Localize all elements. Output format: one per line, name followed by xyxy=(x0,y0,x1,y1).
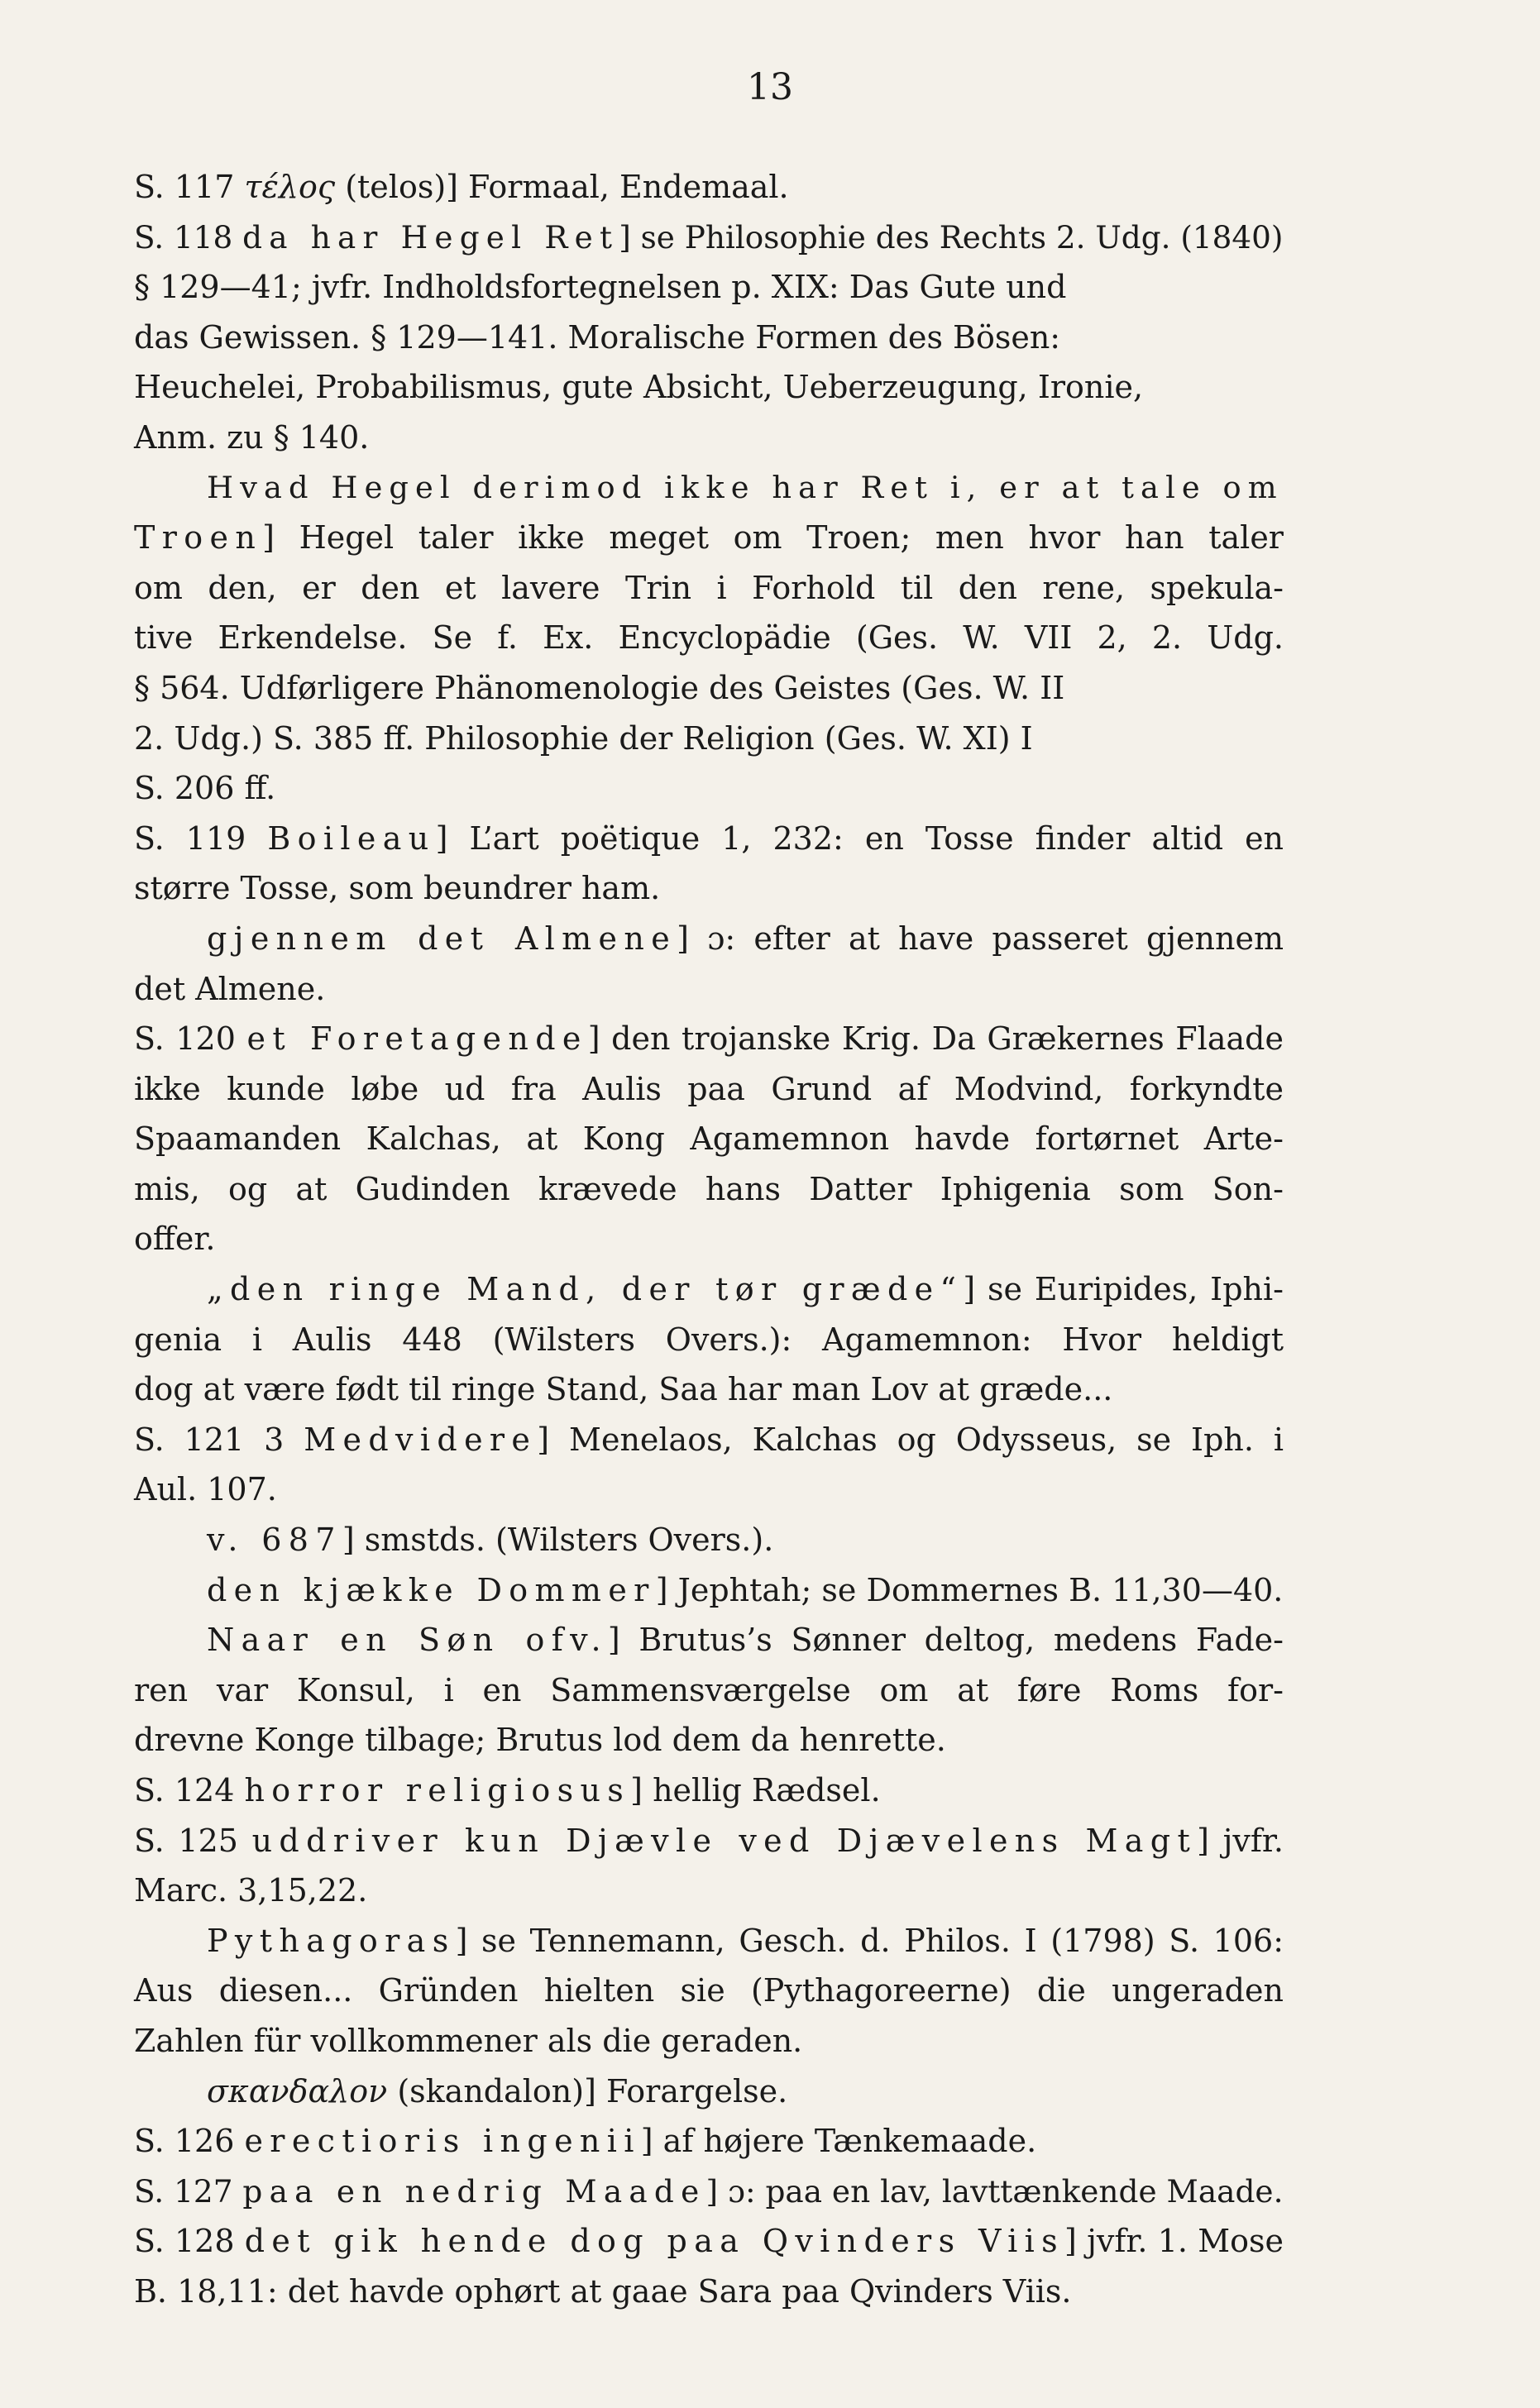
text-line xyxy=(134,1515,1284,1565)
greek-word: σκανδαλον xyxy=(207,2072,388,2109)
text-line xyxy=(134,362,1284,413)
greek-word: τέλος xyxy=(244,169,336,205)
text-line xyxy=(134,2216,1284,2267)
spaced-lemma: horror religiosus xyxy=(244,1772,631,1808)
spaced-lemma: v. 687 xyxy=(207,1522,342,1559)
text-segment: ikke kunde løbe ud fra Aulis paa Grund af Modvind, forkyndte xyxy=(134,1070,1284,1107)
text-line xyxy=(134,1315,1284,1365)
text-segment: 2. Udg.) S. 385 ff. Philosophie der Religion (Ges. W. XI) I xyxy=(134,719,1033,757)
text-line xyxy=(134,563,1284,614)
text-line xyxy=(134,1364,1284,1415)
spaced-lemma: Pythagoras xyxy=(207,1922,456,1959)
text-segment: Aul. 107. xyxy=(134,1471,277,1508)
text-line xyxy=(134,413,1284,463)
text-segment: ] ɔ: paa en lav, lavttænkende Maade. xyxy=(705,2172,1284,2210)
text-line xyxy=(134,1064,1284,1115)
text-segment: drevne Konge tilbage; Brutus lod dem da henrette. xyxy=(134,1722,946,1759)
text-line xyxy=(134,814,1284,864)
text-segment: ] L’art poëtique 1, 232: en Tosse finder altid en xyxy=(435,819,1284,857)
text-line xyxy=(134,1114,1284,1164)
text-line xyxy=(134,2267,1284,2317)
text-line xyxy=(134,1866,1284,1916)
text-segment: § 129—41; jvfr. Indholdsfortegnelsen p. XIX: Das Gute und xyxy=(134,269,1067,306)
text-line xyxy=(134,2066,1284,2117)
text-segment: S. 125 xyxy=(134,1822,252,1859)
spaced-lemma: erectioris ingenii xyxy=(244,2123,641,2160)
text-segment: ] Menelaos, Kalchas og Odysseus, se Iph. i xyxy=(537,1421,1284,1458)
text-segment: ren var Konsul, i en Sammensværgelse om at føre Roms for- xyxy=(134,1671,1284,1708)
spaced-lemma: uddriver kun Djævle ved Djævelens Magt xyxy=(251,1822,1198,1859)
spaced-lemma: gjennem det Almene xyxy=(207,920,677,957)
text-line xyxy=(134,463,1284,514)
spaced-lemma: „den ringe Mand, der tør græde“ xyxy=(207,1271,964,1308)
text-segment: ] se Philosophie des Rechts 2. Udg. (1840) xyxy=(619,218,1284,256)
spaced-lemma: Boileau xyxy=(267,819,436,857)
text-segment: B. 18,11: det havde ophørt at gaae Sara paa Qvinders Viis. xyxy=(134,2272,1072,2310)
text-line xyxy=(134,763,1284,814)
text-line xyxy=(134,1415,1284,1465)
text-line xyxy=(134,1816,1284,1866)
spaced-lemma: Naar en Søn ofv. xyxy=(207,1622,608,1659)
text-line xyxy=(134,213,1284,263)
text-segment: det Almene. xyxy=(134,970,326,1007)
text-line xyxy=(134,262,1284,313)
text-segment: dog at være født til ringe Stand, Saa har man Lov at græde... xyxy=(134,1371,1113,1408)
text-segment: ] jvfr. xyxy=(1197,1822,1284,1859)
text-line xyxy=(134,1565,1284,1616)
text-segment: ] af højere Tænkemaade. xyxy=(640,2123,1037,2160)
text-line xyxy=(134,1014,1284,1064)
spaced-lemma: et Foretagende xyxy=(246,1020,588,1058)
text-segment: ] se Euripides, Iphi- xyxy=(963,1271,1284,1308)
text-segment: ] smstds. (Wilsters Overs.). xyxy=(342,1522,774,1559)
text-segment: S. 126 xyxy=(134,2123,245,2160)
text-segment: S. 124 xyxy=(134,1772,245,1808)
text-segment: Anm. zu § 140. xyxy=(134,418,370,456)
text-segment: Aus diesen... Gründen hielten sie (Pythagoreerne) die ungeraden xyxy=(134,1972,1284,2009)
text-segment: S. 128 xyxy=(134,2223,245,2260)
text-line xyxy=(134,1916,1284,1966)
page-number: 13 xyxy=(747,66,793,108)
spaced-lemma: da har Hegel Ret xyxy=(242,218,619,256)
text-segment: tive Erkendelse. Se f. Ex. Encyclopädie (Ges. W. VII 2, 2. Udg. xyxy=(134,619,1284,657)
text-segment: S. 117 xyxy=(134,169,245,205)
text-line xyxy=(134,1665,1284,1716)
text-line xyxy=(134,1765,1284,1816)
text-segment: S. 206 ff. xyxy=(134,770,276,807)
text-line xyxy=(134,1715,1284,1765)
text-line xyxy=(134,1214,1284,1264)
text-segment: S. 120 xyxy=(134,1020,247,1058)
text-line xyxy=(134,2116,1284,2167)
text-line xyxy=(134,313,1284,363)
text-segment: S. 119 xyxy=(134,819,268,857)
text-line xyxy=(134,1264,1284,1315)
text-line xyxy=(134,914,1284,964)
text-segment: om den, er den et lavere Trin i Forhold til den rene, spekula- xyxy=(134,569,1284,606)
spaced-lemma: Hvad Hegel derimod ikke har Ret i, er at tale om xyxy=(207,469,1284,505)
spaced-lemma: det gik hende dog paa Qvinders Viis xyxy=(244,2223,1065,2260)
text-segment: Zahlen für vollkommener als die geraden. xyxy=(134,2022,803,2059)
text-line xyxy=(134,863,1284,914)
text-line xyxy=(134,1966,1284,2016)
text-line xyxy=(134,613,1284,663)
text-segment: ] Hegel taler ikke meget om Troen; men hvor han taler xyxy=(262,519,1284,557)
text-line xyxy=(134,162,1284,213)
text-segment: ] Jephtah; se Dommernes B. 11,30—40. xyxy=(655,1571,1284,1608)
text-segment: (skandalon)] Forargelse. xyxy=(387,2072,788,2109)
text-segment: S. 127 xyxy=(134,2172,243,2210)
text-segment: ] jvfr. 1. Mose xyxy=(1064,2223,1284,2260)
notes-text xyxy=(134,162,1284,2317)
text-line xyxy=(134,513,1284,563)
text-line xyxy=(134,1464,1284,1515)
text-segment: (telos)] Formaal, Endemaal. xyxy=(335,169,789,205)
spaced-lemma: Medvidere xyxy=(304,1421,538,1458)
spaced-lemma: Troen xyxy=(134,519,263,557)
text-segment: ] hellig Rædsel. xyxy=(630,1772,881,1808)
text-line xyxy=(134,663,1284,714)
text-segment: S. 121 3 xyxy=(134,1421,304,1458)
text-segment: Spaamanden Kalchas, at Kong Agamemnon havde fortørnet Arte- xyxy=(134,1120,1284,1158)
text-segment: ] ɔ: efter at have passeret gjennem xyxy=(677,920,1284,957)
text-line xyxy=(134,1615,1284,1665)
text-segment: § 564. Udførligere Phänomenologie des Geistes (Ges. W. II xyxy=(134,669,1065,706)
text-line xyxy=(134,964,1284,1015)
text-segment: ] Brutus’s Sønner deltog, medens Fade- xyxy=(607,1622,1284,1659)
spaced-lemma: den kjække Dommer xyxy=(207,1571,656,1608)
text-segment: offer. xyxy=(134,1221,216,1258)
text-line xyxy=(134,2167,1284,2217)
text-line xyxy=(134,714,1284,764)
text-line xyxy=(134,1164,1284,1215)
text-segment: ] se Tennemann, Gesch. d. Philos. I (1798) S. 106: xyxy=(455,1922,1284,1959)
text-segment: mis, og at Gudinden krævede hans Datter Iphigenia som Son- xyxy=(134,1170,1284,1207)
text-segment: S. 118 xyxy=(134,218,243,256)
text-segment: større Tosse, som beundrer ham. xyxy=(134,870,661,907)
text-segment: genia i Aulis 448 (Wilsters Overs.): Agamemnon: Hvor heldigt xyxy=(134,1321,1284,1358)
text-line xyxy=(134,2016,1284,2066)
text-segment: ] den trojanske Krig. Da Grækernes Flaade xyxy=(587,1020,1284,1058)
text-segment: Marc. 3,15,22. xyxy=(134,1872,368,1909)
text-segment: das Gewissen. § 129—141. Moralische Formen des Bösen: xyxy=(134,318,1061,356)
spaced-lemma: paa en nedrig Maade xyxy=(242,2172,706,2210)
text-segment: Heuchelei, Probabilismus, gute Absicht, Ueberzeugung, Ironie, xyxy=(134,369,1144,406)
